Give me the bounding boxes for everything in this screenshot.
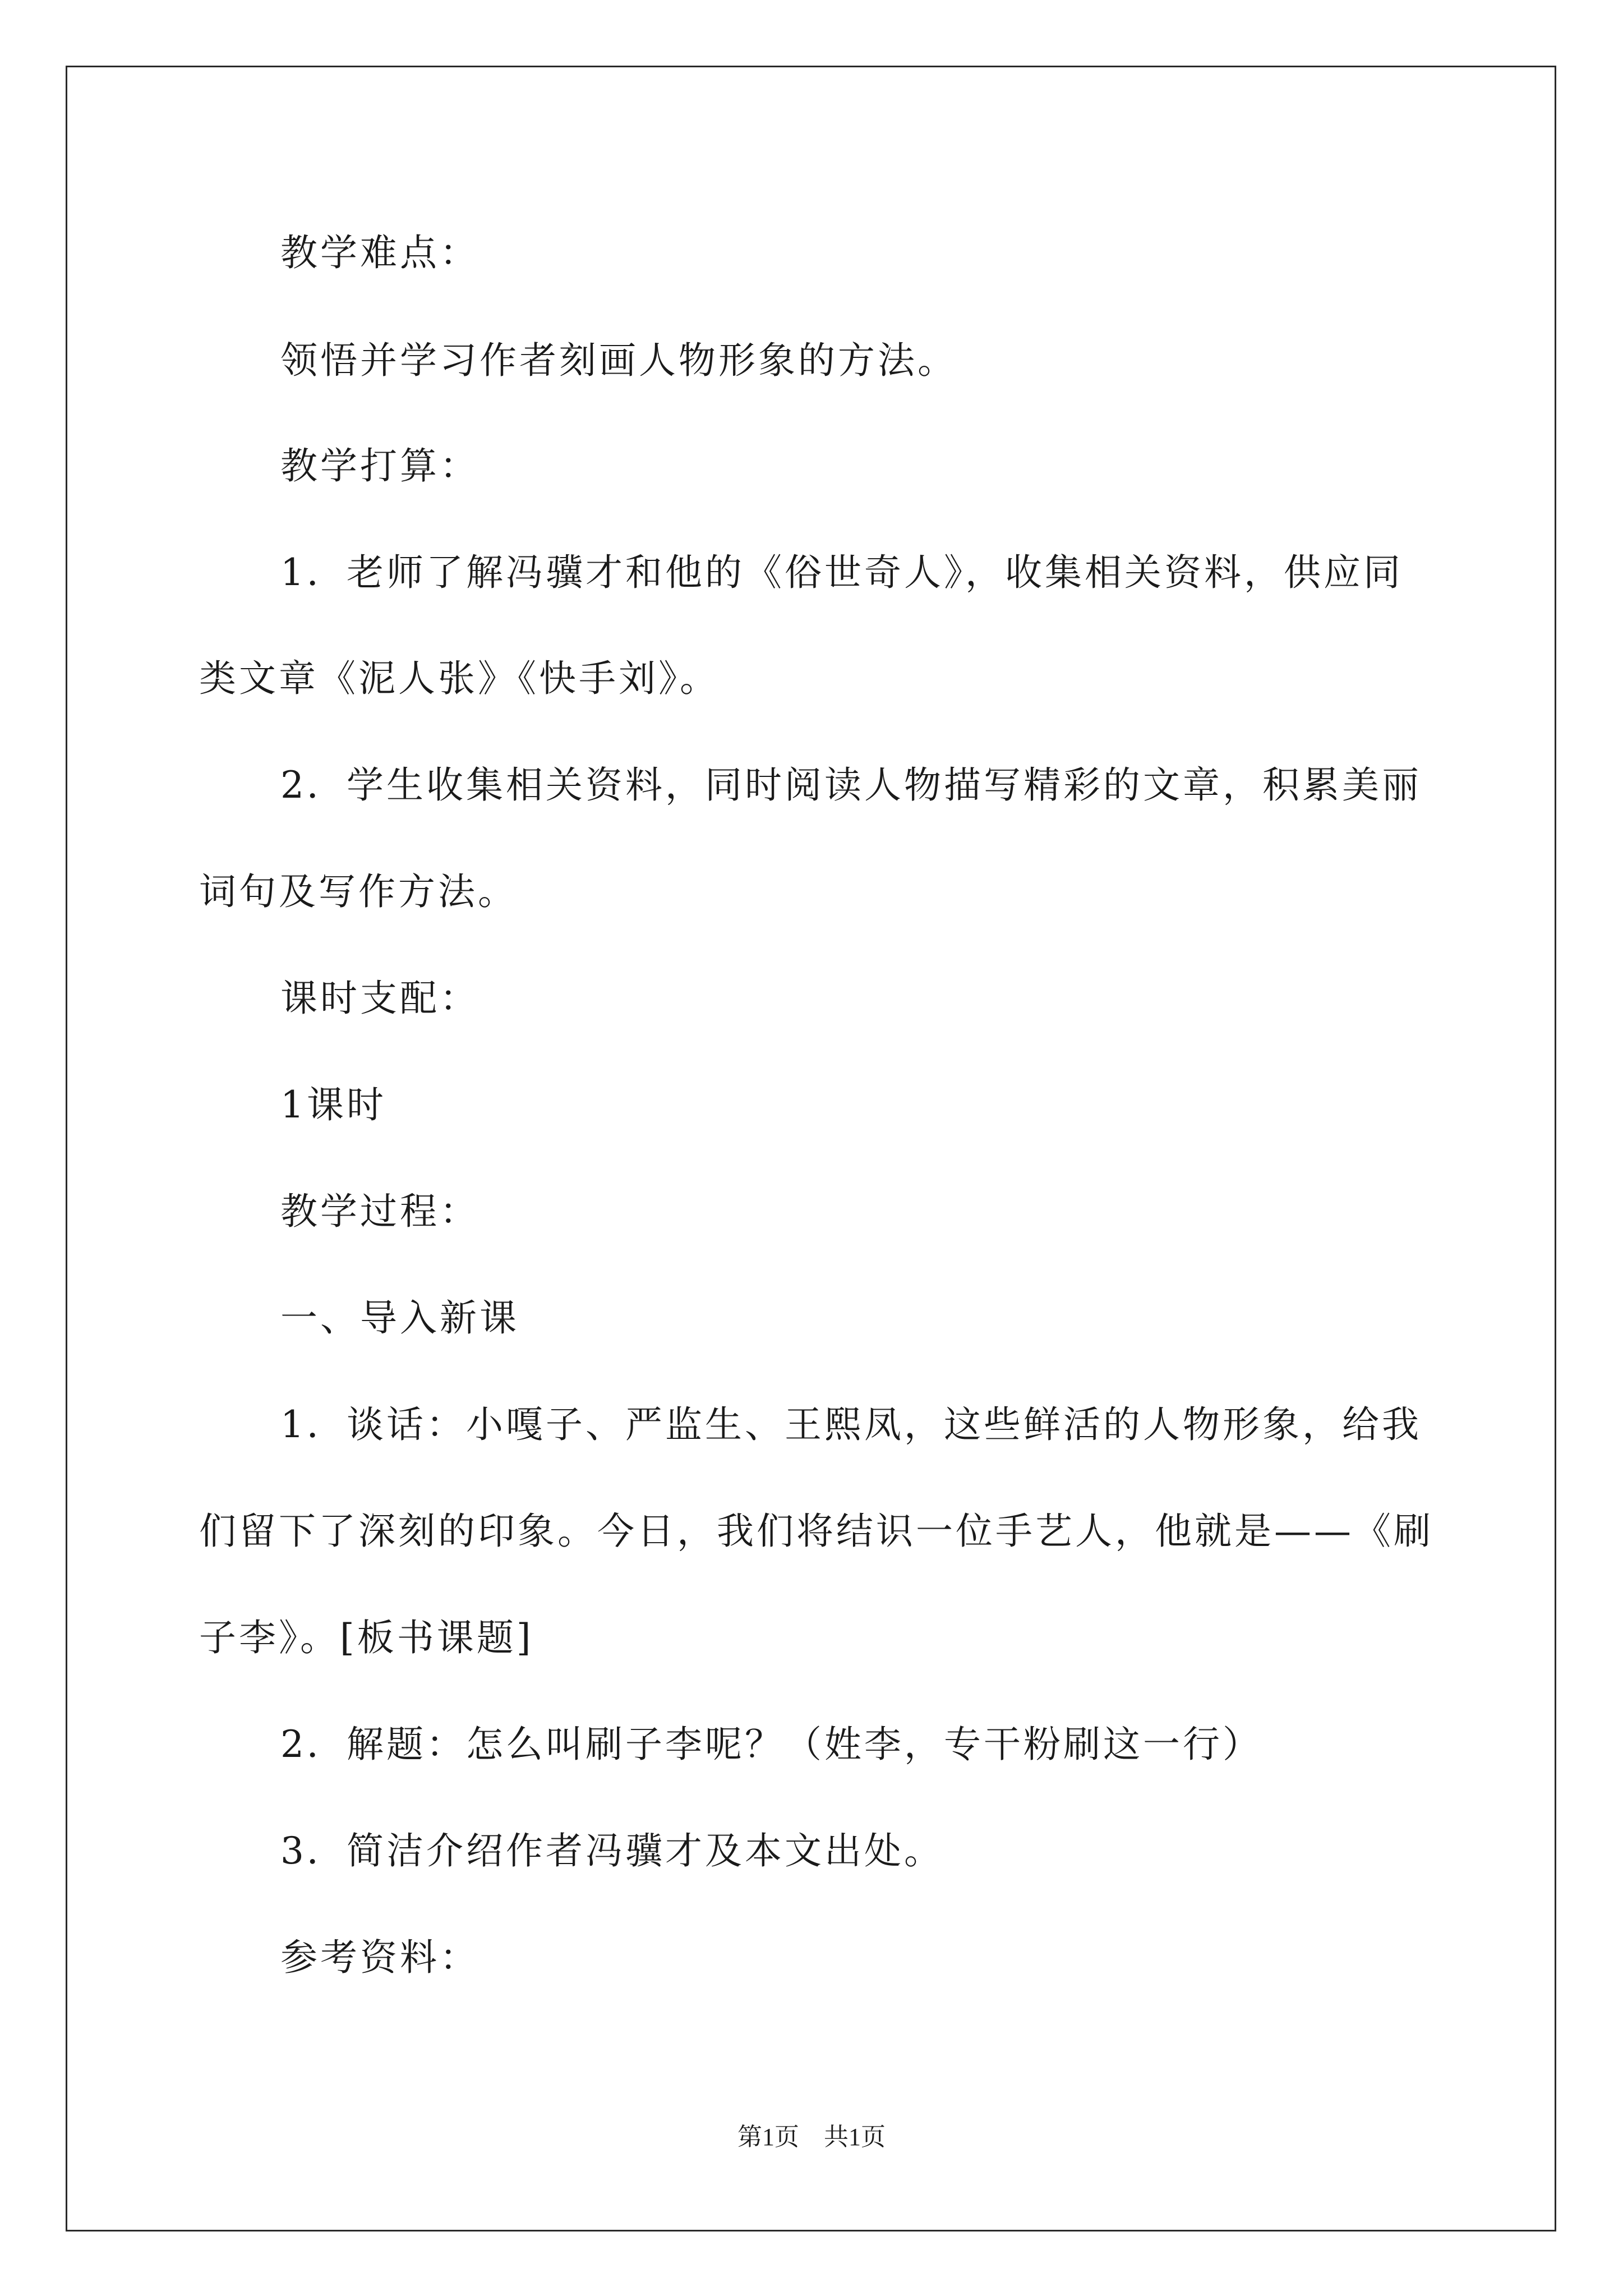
paragraph-line: 2．学生收集相关资料，同时阅读人物描写精彩的文章，积累美丽 <box>280 763 1422 807</box>
paragraph-line: 教学打算： <box>280 444 479 487</box>
paragraph-line: 们留下了深刻的印象。今日，我们将结识一位手艺人，他就是——《刷 <box>199 1510 1433 1553</box>
paragraph-line: 1．老师了解冯骥才和他的《俗世奇人》，收集相关资料，供应同 <box>280 551 1403 594</box>
paragraph-line: 1．谈话：小嘎子、严监生、王熙凤，这些鲜活的人物形象，给我 <box>280 1403 1422 1446</box>
page-border <box>66 66 1556 2231</box>
paragraph-line: 参考资料： <box>280 1936 479 1979</box>
paragraph-line: 词句及写作方法。 <box>199 870 518 913</box>
paragraph-line: 领悟并学习作者刻画人物形象的方法。 <box>280 339 957 382</box>
paragraph-line: 1课时 <box>280 1083 386 1126</box>
paragraph-line: 一、导入新课 <box>280 1296 519 1340</box>
paragraph-line: 2．解题：怎么叫刷子李呢？（姓李，专干粉刷这一行） <box>280 1723 1262 1766</box>
page-number-footer: 第1页 共1页 <box>737 2123 886 2151</box>
paragraph-line: 3．简洁介绍作者冯骥才及本文出处。 <box>280 1829 944 1872</box>
paragraph-line: 类文章《泥人张》《快手刘》。 <box>199 657 720 700</box>
paragraph-line: 教学难点： <box>280 231 479 274</box>
paragraph-line: 子李》。[板书课题] <box>199 1616 534 1659</box>
paragraph-line: 教学过程： <box>280 1190 479 1233</box>
paragraph-line: 课时支配： <box>280 977 479 1020</box>
